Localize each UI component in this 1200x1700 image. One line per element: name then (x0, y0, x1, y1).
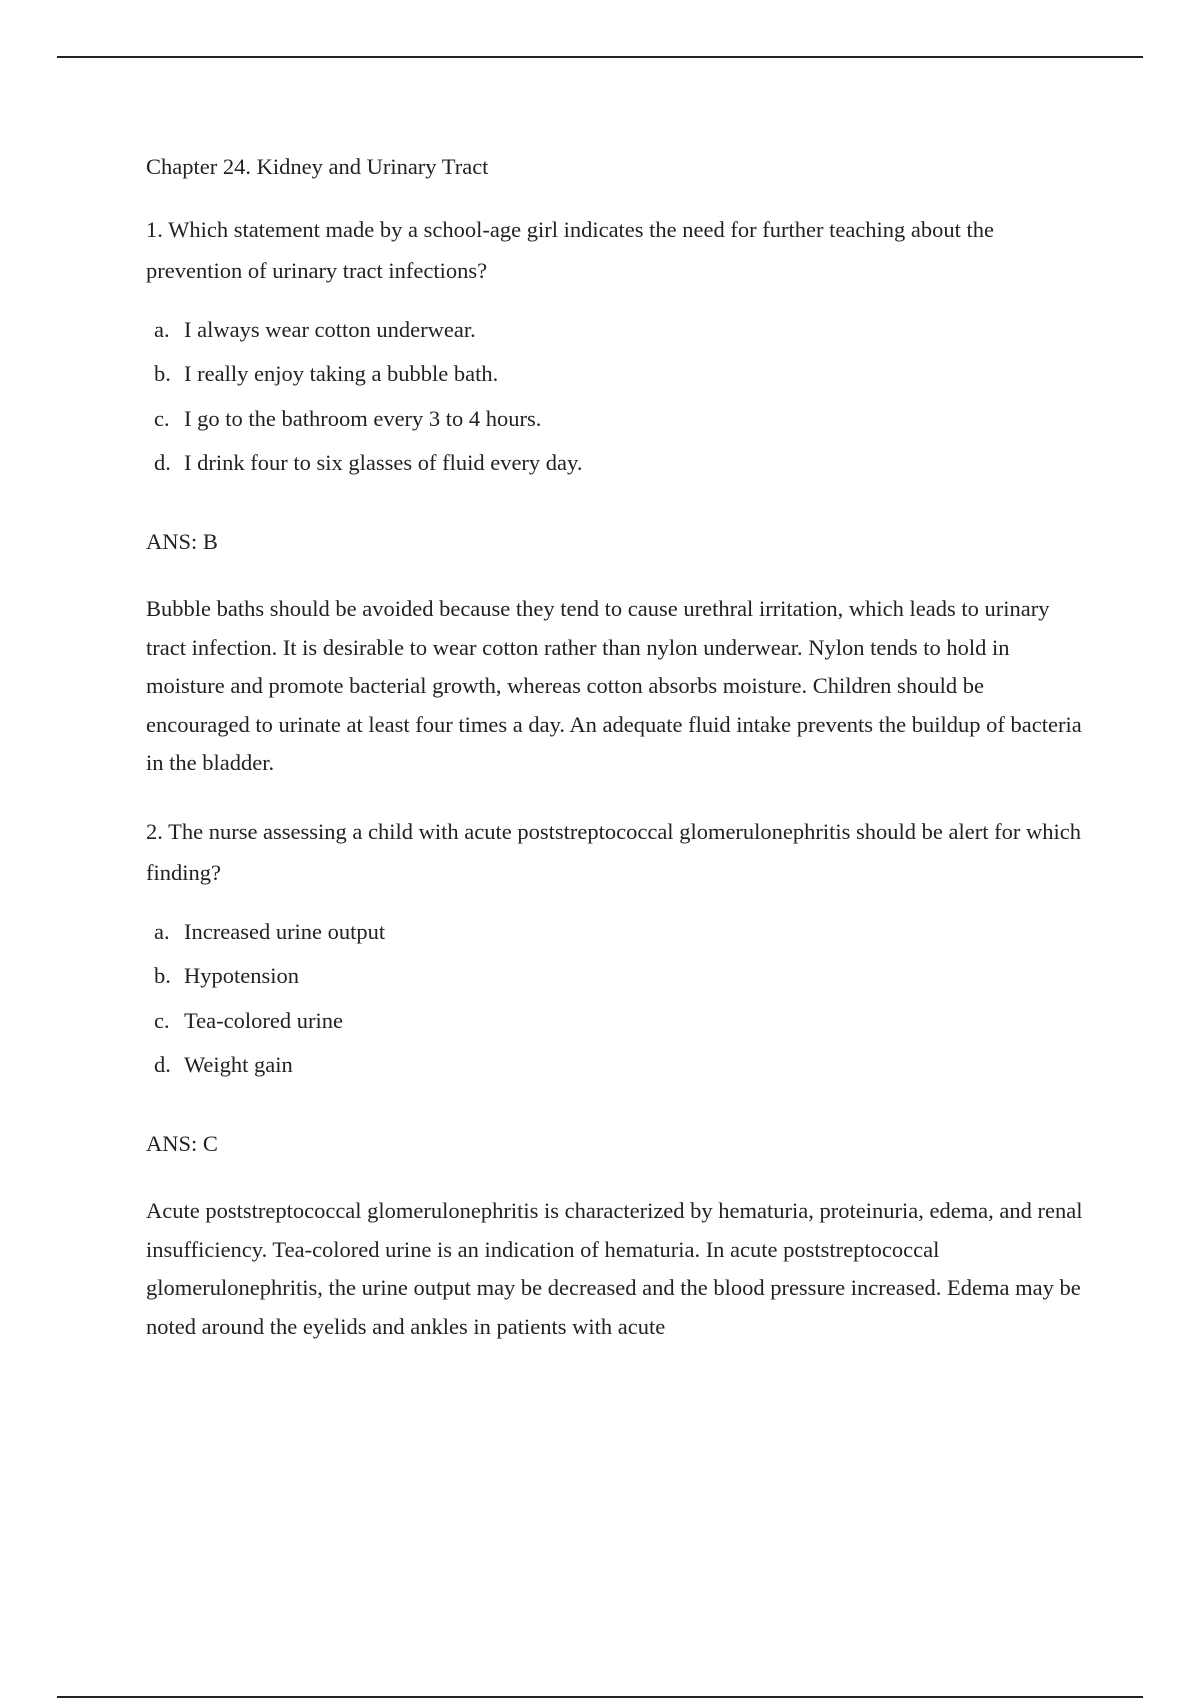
answer-key: ANS: B (146, 528, 218, 554)
footer-rule (57, 1696, 1143, 1698)
option-letter: c. (154, 1007, 170, 1033)
option-letter: a. (154, 918, 170, 944)
option-item (146, 1002, 1086, 1047)
option-text: I always wear cotton underwear. (184, 316, 476, 342)
option-letter: d. (154, 450, 171, 475)
rationale-text: Bubble baths should be avoided because they tend to cause urethral irritation, which leads to urinary tract infection. It is desirable to wear cotton rather than nylon underwear. Nylon tends to hold in moisture and promote bacterial growth, whereas cotton absorbs moisture. Children should be encouraged to urinate at least four times a day. An adequate fluid intake prevents the buildup of bacteria in the bladder. (146, 596, 1082, 775)
option-list (146, 311, 1086, 489)
answer-key: ANS: C (146, 1130, 218, 1156)
chapter-title: Chapter 24. Kidney and Urinary Tract (146, 154, 489, 179)
option-item (146, 355, 1086, 400)
option-text: I go to the bathroom every 3 to 4 hours. (184, 405, 542, 431)
header-rule (57, 56, 1143, 58)
option-text: Increased urine output (184, 918, 386, 944)
option-letter: c. (154, 405, 170, 431)
question-block (146, 811, 1086, 1347)
question-stem: 2. The nurse assessing a child with acute poststreptococcal glomerulonephritis should be alert for which finding? (146, 818, 1081, 885)
option-item (146, 311, 1086, 356)
option-letter: b. (154, 963, 171, 988)
option-item (146, 444, 1086, 489)
option-text: I drink four to six glasses of fluid every day. (184, 450, 583, 475)
option-item (146, 957, 1086, 1002)
option-letter: d. (154, 1052, 171, 1077)
option-text: Weight gain (184, 1052, 293, 1077)
document-body (146, 148, 1086, 1374)
option-text: I really enjoy taking a bubble bath. (184, 361, 499, 386)
option-list (146, 913, 1086, 1091)
question-stem: 1. Which statement made by a school-age girl indicates the need for further teaching about the prevention of urinary tract infections? (146, 216, 995, 283)
option-item (146, 400, 1086, 445)
option-letter: a. (154, 316, 170, 342)
option-text: Hypotension (184, 963, 299, 988)
option-item (146, 913, 1086, 958)
option-letter: b. (154, 361, 171, 386)
option-item (146, 1046, 1086, 1091)
rationale-text: Acute poststreptococcal glomerulonephritis is characterized by hematuria, proteinuria, edema, and renal insufficiency. Tea-colored urine is an indication of hematuria. In acute poststreptococcal glomerulonephritis, the urine output may be decreased and the blood pressure increased. Edema may be noted around the eyelids and ankles in patients with acute (146, 1198, 1083, 1339)
option-text: Tea-colored urine (184, 1007, 343, 1033)
question-block (146, 209, 1086, 783)
